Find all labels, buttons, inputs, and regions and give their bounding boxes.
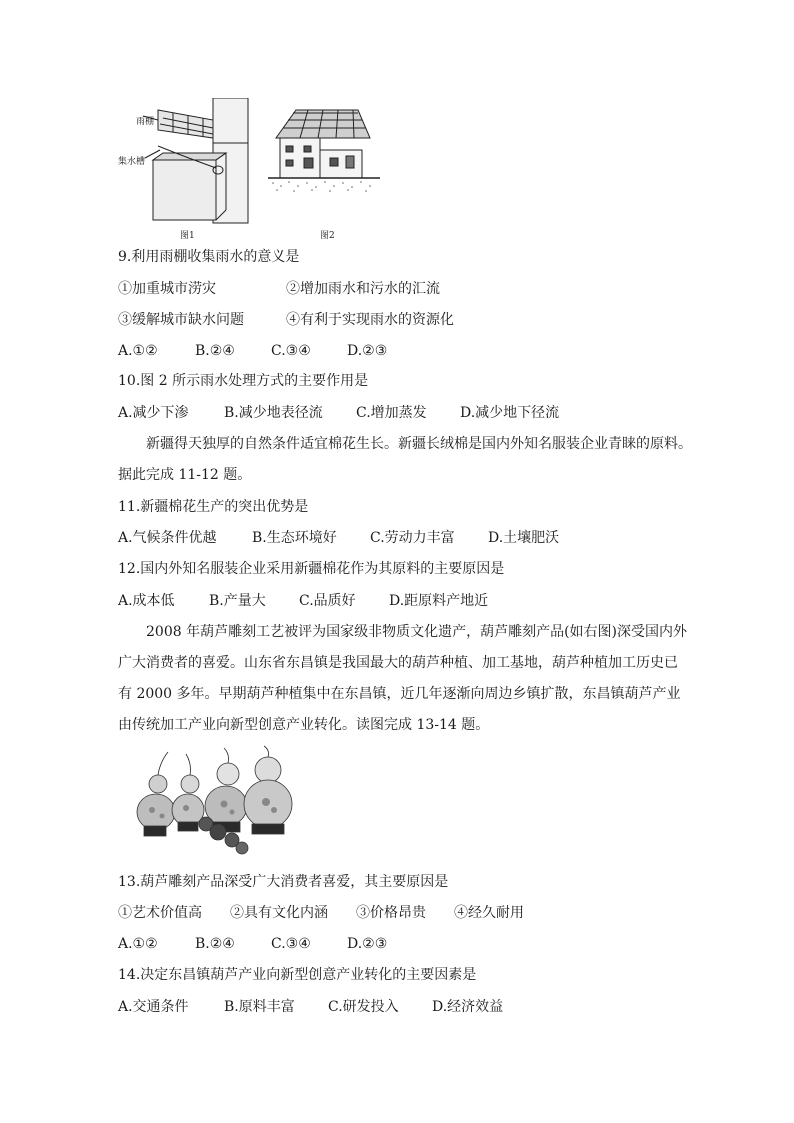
q11-option-d: D.土壤肥沃 bbox=[488, 530, 560, 546]
q12-option-c: C.品质好 bbox=[299, 593, 356, 609]
q14-option-b: B.原料丰富 bbox=[224, 999, 295, 1015]
q12-option-b: B.产量大 bbox=[209, 593, 266, 609]
passage-2-line-4: 由传统加工产业向新型创意产业转化。读图完成 13-14 题。 bbox=[118, 717, 490, 733]
q9-option-d: D.②③ bbox=[347, 343, 388, 359]
q14-option-a: A.交通条件 bbox=[118, 999, 189, 1015]
q9-option-c: C.③④ bbox=[271, 343, 311, 359]
passage-2-line-2: 广大消费者的喜爱。山东省东昌镇是我国最大的葫芦种植、加工基地，葫芦种植加工历史已 bbox=[118, 655, 678, 671]
q9-item-3: ③缓解城市缺水问题 bbox=[118, 312, 244, 328]
question-12-stem: 12.国内外知名服装企业采用新疆棉花作为其原料的主要原因是 bbox=[118, 561, 505, 577]
q13-option-d: D.②③ bbox=[347, 936, 388, 952]
q13-item-2: ②具有文化内涵 bbox=[230, 905, 328, 921]
q9-item-4: ④有利于实现雨水的资源化 bbox=[286, 312, 454, 328]
question-9-options bbox=[118, 341, 387, 361]
passage-1-line-2: 据此完成 11-12 题。 bbox=[118, 467, 252, 483]
q13-item-4: ④经久耐用 bbox=[454, 905, 524, 921]
q13-option-b: B.②④ bbox=[195, 936, 235, 952]
passage-2-line-1: 2008 年葫芦雕刻工艺被评为国家级非物质文化遗产，葫芦雕刻产品(如右图)深受国内外 bbox=[146, 624, 688, 640]
question-14-stem: 14.决定东昌镇葫芦产业向新型创意产业转化的主要因素是 bbox=[118, 967, 477, 983]
question-10-stem: 10.图 2 所示雨水处理方式的主要作用是 bbox=[118, 373, 369, 389]
q13-option-a: A.①② bbox=[118, 936, 158, 952]
question-11-stem: 11.新疆棉花生产的突出优势是 bbox=[118, 499, 309, 515]
question-9-stem: 9.利用雨棚收集雨水的意义是 bbox=[118, 249, 300, 265]
figure-1-caption: 图1 bbox=[180, 231, 195, 241]
q13-option-c: C.③④ bbox=[271, 936, 311, 952]
passage-1-line-1: 新疆得天独厚的自然条件适宜棉花生长。新疆长绒棉是国内外知名服装企业青睐的原料。 bbox=[146, 436, 692, 452]
question-10-options bbox=[118, 403, 559, 423]
figure-2-caption: 图2 bbox=[320, 231, 335, 241]
q12-option-a: A.成本低 bbox=[118, 593, 175, 609]
q10-option-a: A.减少下渗 bbox=[118, 405, 189, 421]
q11-option-b: B.生态环境好 bbox=[252, 530, 337, 546]
q13-item-3: ③价格昂贵 bbox=[356, 905, 426, 921]
q11-option-a: A.气候条件优越 bbox=[118, 530, 217, 546]
passage-2-line-3: 有 2000 多年。早期葫芦种植集中在东昌镇，近几年逐渐向周边乡镇扩散，东昌镇葫芦产业 bbox=[118, 686, 681, 702]
q9-option-a: A.①② bbox=[118, 343, 158, 359]
awning-label: 雨棚 bbox=[136, 117, 155, 127]
question-13-options bbox=[118, 934, 387, 954]
question-9-items-row2 bbox=[118, 310, 454, 330]
q11-option-c: C.劳动力丰富 bbox=[370, 530, 455, 546]
q10-option-b: B.减少地表径流 bbox=[224, 405, 323, 421]
q13-item-1: ①艺术价值高 bbox=[118, 905, 202, 921]
question-12-options bbox=[118, 591, 488, 611]
q9-item-2: ②增加雨水和污水的汇流 bbox=[286, 281, 440, 297]
question-9-items-row1 bbox=[118, 279, 440, 299]
question-13-stem: 13.葫芦雕刻产品深受广大消费者喜爱，其主要原因是 bbox=[118, 874, 449, 890]
question-11-options bbox=[118, 528, 559, 548]
q9-item-1: ①加重城市涝灾 bbox=[118, 281, 216, 297]
q9-option-b: B.②④ bbox=[195, 343, 235, 359]
gutter-label: 集水槽 bbox=[118, 157, 146, 167]
q12-option-d: D.距原料产地近 bbox=[389, 593, 489, 609]
q14-option-c: C.研发投入 bbox=[328, 999, 399, 1015]
figures-row bbox=[118, 98, 388, 243]
rain-awning-figure bbox=[118, 98, 388, 243]
question-14-options bbox=[118, 997, 503, 1017]
q14-option-d: D.经济效益 bbox=[432, 999, 504, 1015]
question-13-items bbox=[118, 903, 524, 923]
q10-option-d: D.减少地下径流 bbox=[460, 405, 560, 421]
gourd-carving-image bbox=[120, 744, 302, 862]
q10-option-c: C.增加蒸发 bbox=[356, 405, 427, 421]
